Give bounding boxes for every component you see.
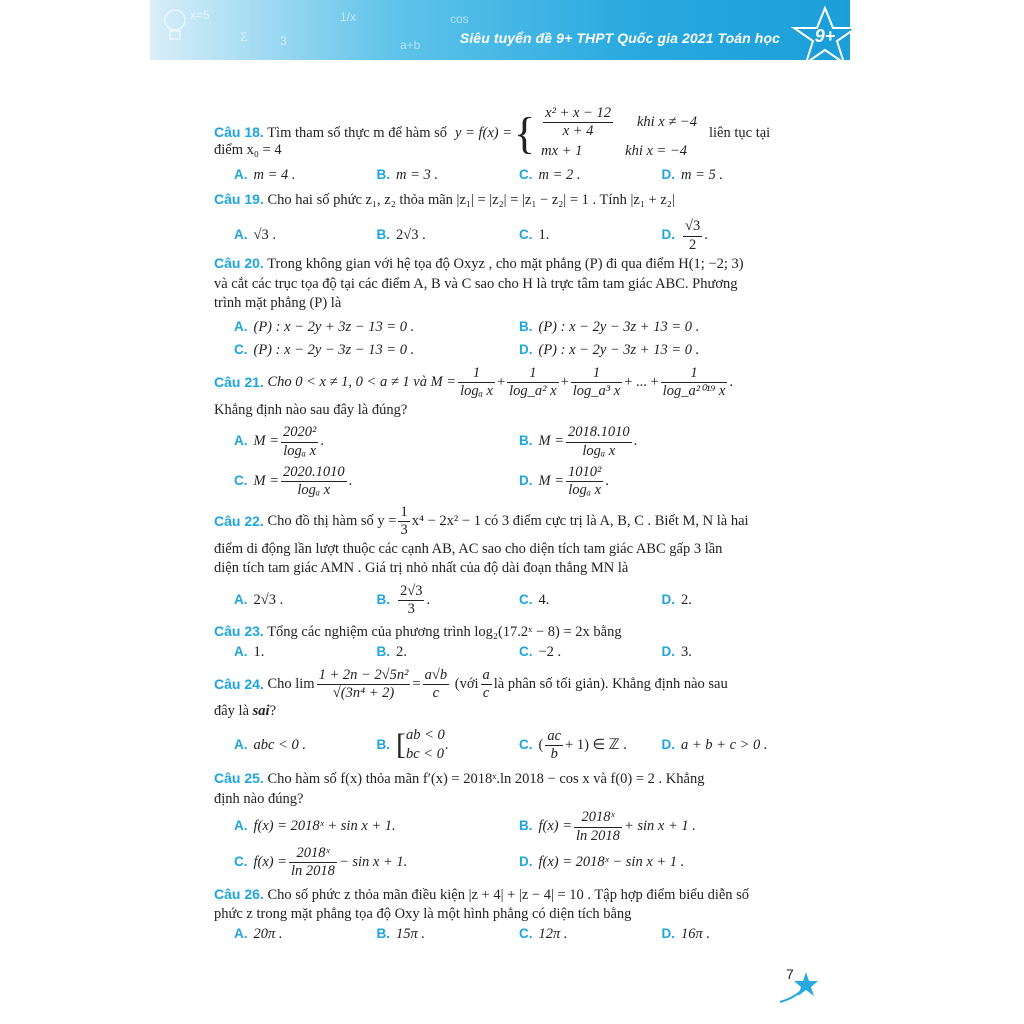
options-22 xyxy=(234,583,804,619)
option-b[interactable]: B. m = 3 . xyxy=(376,167,439,184)
question-23 xyxy=(214,622,804,643)
option-c[interactable]: C. 12π . xyxy=(519,925,568,942)
header-title: Siêu tuyển đề 9+ THPT Quốc gia 2021 Toán học xyxy=(459,30,780,46)
option-b[interactable]: B. 2. xyxy=(376,643,407,660)
option-d[interactable]: D. M = $\frac{\text{1010²}}{\text{logₐ x}}$ . xyxy=(519,463,609,499)
banner-sketch-text: Σ xyxy=(240,30,248,44)
emphasis-word: sai xyxy=(252,703,270,720)
option-c[interactable]: C. ( $\frac{ac}{b}$ + 1) ∈ ℤ . xyxy=(519,727,627,762)
function-lhs: y = f(x) = xyxy=(455,124,513,141)
option-a[interactable]: A. √3 . xyxy=(234,227,276,244)
question-text: Khẳng định nào sau đây là đúng? xyxy=(214,401,408,418)
option-b[interactable]: B. (P) : x − 2y − 3z + 13 = 0 . xyxy=(519,318,700,335)
options-21-row2 xyxy=(234,464,804,500)
option-a[interactable]: A. f(x) = 2018ˣ + sin x + 1. xyxy=(234,818,396,835)
footer-star-icon xyxy=(778,968,818,1004)
option-d[interactable]: D. (P) : x − 2y − 3z + 13 = 0 . xyxy=(519,342,700,359)
option-c[interactable]: C. m = 2 . xyxy=(519,167,581,184)
question-number: Câu 19. xyxy=(214,190,264,207)
denominator: log_a³ x xyxy=(572,383,621,400)
case1-condition: khi x ≠ −4 xyxy=(636,114,697,131)
question-text: Tổng các nghiệm của phương trình log₂(17.2ˣ − 8) = 2x bằng xyxy=(267,624,622,641)
question-text: định nào đúng? xyxy=(214,790,304,807)
case1-denominator: x + 4 xyxy=(562,123,594,140)
question-24: Câu 24. Cho lim $\frac{\text{1 + 2n − 2√5n²}}{\text{√(3n⁴ + 2)}}$ = $\frac{a√b}{c}$ (với $\frac{a}{c}$ là phân số tối giản). Khẳng định nào sau xyxy=(214,666,728,701)
case1-numerator: x² + x − 12 xyxy=(543,105,613,123)
question-20 xyxy=(214,254,804,314)
denominator: log_a²⁰¹⁹ x xyxy=(662,383,726,400)
question-text: điểm x₀ = 4 xyxy=(214,141,282,158)
option-d[interactable]: D. 3. xyxy=(661,643,692,660)
options-20-row2 xyxy=(234,341,804,361)
banner-sketch-text: a+b xyxy=(400,38,421,52)
option-d[interactable]: D. $\frac{√3}{2}$ . xyxy=(661,218,708,253)
question-text: (với xyxy=(454,675,479,692)
question-text: diện tích tam giác AMN . Giá trị nhỏ nhất của độ dài đoạn thẳng MN là xyxy=(214,560,629,577)
options-26 xyxy=(234,925,804,945)
question-text: Trong không gian với hệ tọa độ Oxyz , cho mặt phẳng (P) đi qua điểm H(1; −2; 3) xyxy=(267,256,744,272)
options-23 xyxy=(234,643,804,663)
option-b[interactable]: B. 2√3 . xyxy=(376,227,426,244)
question-19 xyxy=(214,190,804,211)
option-b[interactable]: B. $\frac{2√3}{3}$ . xyxy=(376,582,431,618)
question-number: Câu 18. xyxy=(214,124,264,141)
banner-sketch-text: 1/x xyxy=(340,10,357,24)
option-d[interactable]: D. m = 5 . xyxy=(661,167,724,184)
options-18 xyxy=(234,166,804,186)
question-number: Câu 23. xyxy=(214,623,264,640)
question-text: điểm di động lần lượt thuộc các cạnh AB, AC sao cho diện tích tam giác ABC gấp 3 lần xyxy=(214,540,723,557)
option-a[interactable]: A. 20π . xyxy=(234,925,283,942)
lightbulb-icon xyxy=(160,6,190,46)
question-number: Câu 20. xyxy=(214,255,264,271)
option-c[interactable]: C. (P) : x − 2y − 3z − 13 = 0 . xyxy=(234,342,415,359)
option-d[interactable]: D. 16π . xyxy=(661,925,711,942)
option-c[interactable]: C. 1. xyxy=(519,227,550,244)
question-text: liên tục tại xyxy=(708,124,771,141)
question-21: Câu 21. Cho 0 < x ≠ 1, 0 < a ≠ 1 và M = $\frac{1}{\text{logₐ x}}$ + $\frac{1}{\text{log\_a² x}}$ + $\frac{1}{\text{log\_a³ x}}$ + ... + $\frac{1}{\text{log\_a²⁰¹⁹ x}}$ . xyxy=(214,364,733,400)
question-number: Câu 26. xyxy=(214,885,264,902)
question-text: Cho đồ thị hàm số y = xyxy=(267,512,397,529)
question-text: Tìm tham số thực m để hàm số xyxy=(267,125,448,142)
question-text: Cho lim xyxy=(267,675,315,692)
option-c[interactable]: C. 4. xyxy=(519,591,550,608)
case2-expression: mx + 1 xyxy=(541,142,583,159)
option-d[interactable]: D. a + b + c > 0 . xyxy=(661,736,768,753)
option-d[interactable]: D. f(x) = 2018ˣ − sin x + 1 . xyxy=(519,854,685,871)
option-a[interactable]: A. abc < 0 . xyxy=(234,736,306,753)
option-a[interactable]: A. 1. xyxy=(234,643,265,660)
question-22: Câu 22. Cho đồ thị hàm số y = $\frac{1}{3}$ x⁴ − 2x² − 1 có 3 điểm cực trị là A, B, C . Biết M, N là hai xyxy=(214,503,749,539)
question-text: đây là sai? xyxy=(214,703,277,720)
ellipsis: + ... + xyxy=(624,373,659,390)
option-a[interactable]: A. m = 4 . xyxy=(234,167,296,184)
question-number: Câu 24. xyxy=(214,675,264,692)
denominator: log_a² x xyxy=(509,383,557,400)
question-text: Cho hai số phức z₁, z₂ thỏa mãn |z₁| = |z₂| = |z₁ − z₂| = 1 . Tính |z₁ + z₂| xyxy=(267,191,675,208)
question-text: là phân số tối giản). Khẳng định nào sau xyxy=(493,675,728,692)
case2-condition: khi x = −4 xyxy=(625,142,688,159)
left-brace: { xyxy=(514,108,536,158)
option-c[interactable]: C. −2 . xyxy=(519,643,562,660)
option-a[interactable]: A. 2√3 . xyxy=(234,591,284,608)
options-19 xyxy=(234,218,804,254)
question-text: trình mặt phẳng (P) là xyxy=(214,295,342,312)
header-banner xyxy=(150,0,850,60)
question-text: x⁴ − 2x² − 1 có 3 điểm cực trị là A, B, C . Biết M, N là hai xyxy=(411,512,749,529)
question-text: Cho 0 < x ≠ 1, 0 < a ≠ 1 và M = xyxy=(267,373,457,390)
banner-sketch-text: 3 xyxy=(280,34,287,48)
option-a[interactable]: A. M = $\frac{\text{2020²}}{\text{logₐ x}}$ . xyxy=(234,424,324,459)
option-b[interactable]: B. f(x) = $\frac{\text{2018ˣ}}{\ln 2018}$ + sin x + 1 . xyxy=(519,809,696,844)
options-25-row2 xyxy=(234,845,804,881)
option-b[interactable]: B. 15π . xyxy=(376,925,426,942)
page-number: 7 xyxy=(786,966,794,982)
option-c[interactable]: C. f(x) = $\frac{\text{2018ˣ}}{\ln 2018}$ − sin x + 1. xyxy=(234,844,408,880)
banner-sketch-text: cos xyxy=(450,12,469,26)
question-number: Câu 25. xyxy=(214,770,264,786)
header-badge: 9+ xyxy=(814,26,836,46)
question-text: Cho số phức z thỏa mãn điều kiện |z + 4| + |z − 4| = 10 . Tập hợp điểm biểu diễn số xyxy=(267,886,750,903)
question-text: Cho hàm số f(x) thỏa mãn f′(x) = 2018ˣ.ln 2018 − cos x và f(0) = 2 . Khẳng xyxy=(267,771,705,787)
option-b[interactable]: B. [ ab < 0 bc < 0 . xyxy=(376,726,449,763)
question-25 xyxy=(214,769,804,809)
question-text: phức z trong mặt phẳng tọa độ Oxy là một hình phẳng có diện tích bằng xyxy=(214,906,632,923)
options-20-row1 xyxy=(234,318,804,338)
question-list xyxy=(214,105,804,944)
denominator: logₐ x xyxy=(460,383,493,400)
question-number: Câu 21. xyxy=(214,374,264,391)
option-a[interactable]: A. (P) : x − 2y + 3z − 13 = 0 . xyxy=(234,318,415,335)
question-26 xyxy=(214,885,804,925)
option-b[interactable]: B. M = $\frac{2018.1010}{\text{logₐ x}}$ . xyxy=(519,424,638,459)
options-25-row1 xyxy=(234,809,804,845)
option-c[interactable]: C. M = $\frac{2020.1010}{\text{logₐ x}}$ . xyxy=(234,463,353,499)
option-d[interactable]: D. 2. xyxy=(661,591,692,608)
piecewise-cases xyxy=(539,105,697,163)
options-24 xyxy=(234,726,804,765)
question-text: và cắt các trục tọa độ tại các điểm A, B và C sao cho H là trực tâm tam giác ABC. Phương xyxy=(214,275,738,292)
banner-sketch-text: x=5 xyxy=(190,8,210,22)
options-21-row1 xyxy=(234,424,804,460)
question-number: Câu 22. xyxy=(214,513,264,530)
